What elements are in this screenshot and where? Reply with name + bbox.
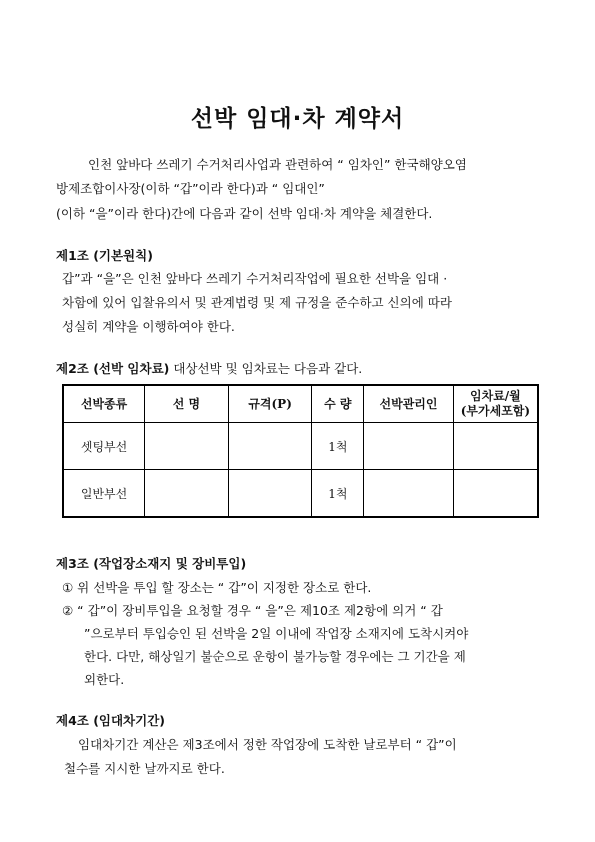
article-4-heading: 제4조 (임대차기간) <box>56 713 166 728</box>
article-2-heading: 제2조 (선박 임차료) <box>56 361 170 376</box>
article-3-item-2-line-1: ② “ 갑”이 장비투입을 요청할 경우 “ 을”은 제10조 제2항에 의거 “ 갑 <box>62 603 443 618</box>
article-3-item-1: ① 위 선박을 투입 할 장소는 “ 갑”이 지정한 장소로 한다. <box>62 580 372 595</box>
cell-monthly-rate <box>453 470 538 518</box>
cell-manager <box>364 423 454 470</box>
header-quantity: 수 량 <box>312 385 364 423</box>
intro-line-1: 인천 앞바다 쓰레기 수거처리사업과 관련하여 “ 임차인” 한국해양오염 <box>88 157 467 172</box>
article-2-text: 대상선박 및 임차료는 다음과 같다. <box>169 361 363 376</box>
document-title: 선박 임대·차 계약서 <box>190 106 405 132</box>
article-1-line-3: 성실히 계약을 이행하여야 한다. <box>62 319 235 334</box>
header-vessel-type: 선박종류 <box>63 385 145 423</box>
article-2-heading-line <box>56 362 362 376</box>
cell-vessel-name <box>145 423 229 470</box>
cell-spec <box>228 470 312 518</box>
cell-vessel-type: 셋팅부선 <box>63 423 145 470</box>
intro-line-2: 방제조합이사장(이하 “갑”이라 한다)과 “ 임대인” <box>56 181 325 196</box>
article-4-line-1: 임대차기간 계산은 제3조에서 정한 작업장에 도착한 날로부터 “ 갑”이 <box>78 737 457 752</box>
article-3-item-2-line-3: 한다. 다만, 해상일기 불순으로 운항이 불가능할 경우에는 그 기간을 제 <box>84 649 466 664</box>
intro-line-3: (이하 “을”이라 한다)간에 다음과 같이 선박 임대·차 계약을 체결한다. <box>56 206 433 221</box>
header-monthly-rate-line-2: (부가세포함) <box>460 404 531 418</box>
cell-monthly-rate <box>453 423 538 470</box>
header-spec: 규격(P) <box>228 385 312 423</box>
cell-quantity: 1척 <box>312 423 364 470</box>
cell-vessel-name <box>145 470 229 518</box>
header-manager: 선박관리인 <box>364 385 454 423</box>
table-header-row <box>63 385 538 423</box>
article-3-heading: 제3조 (작업장소재지 및 장비투입) <box>56 556 247 571</box>
article-1-line-2: 차함에 있어 입찰유의서 및 관계법령 및 제 규정을 준수하고 신의에 따라 <box>62 295 452 310</box>
article-3-item-2-line-2: ”으로부터 투입승인 된 선박을 2일 이내에 작업장 소재지에 도착시켜야 <box>84 626 469 641</box>
article-1-heading: 제1조 (기본원칙) <box>56 248 153 263</box>
header-vessel-name: 선 명 <box>145 385 229 423</box>
header-monthly-rate-line-1: 임차료/월 <box>470 389 521 403</box>
header-monthly-rate <box>453 385 538 423</box>
charter-rate-table <box>62 384 539 518</box>
cell-quantity: 1척 <box>312 470 364 518</box>
table-row <box>63 423 538 470</box>
article-3-item-2-line-4: 외한다. <box>84 672 125 687</box>
article-1-line-1: 갑”과 “을”은 인천 앞바다 쓰레기 수거처리작업에 필요한 선박을 임대 · <box>62 271 448 286</box>
table-row <box>63 470 538 518</box>
article-4-line-2: 철수를 지시한 날까지로 한다. <box>64 761 225 776</box>
cell-manager <box>364 470 454 518</box>
cell-spec <box>228 423 312 470</box>
cell-vessel-type: 일반부선 <box>63 470 145 518</box>
